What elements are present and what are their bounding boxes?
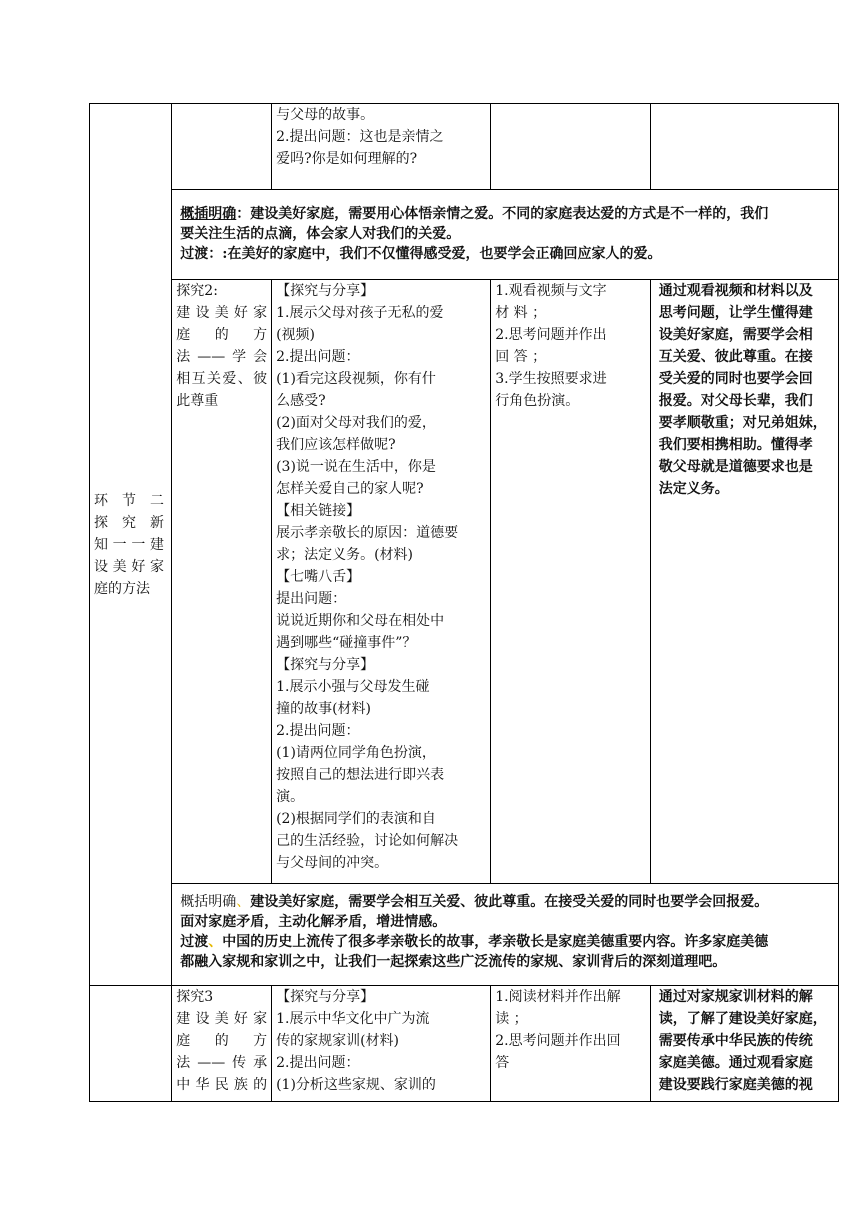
summary-text: ：建设美好家庭，需要用心体悟亲情之爱。不同的家庭表达爱的方式是不一样的，我们 [236, 206, 769, 222]
activity-line: 爱吗?你是如何理解的? [276, 151, 418, 167]
goal-line: 我们要相携相助。懂得孝 [658, 437, 813, 453]
goal-line: 要孝顺敬重；对兄弟姐妹， [658, 415, 827, 431]
activity-line: (1)看完这段视频，你有什 [276, 371, 436, 387]
topic-line: 庭 的 方 [176, 1033, 268, 1049]
activity-line: 【探究与分享】 [276, 657, 375, 673]
activity-line: 传的家规家训(材料) [276, 1033, 400, 1049]
student-line: 答 [495, 1055, 510, 1071]
summary-text: 要关注生活的点滴，体会家人对我们的关爱。 [180, 226, 461, 242]
student-line: 读 ； [495, 1011, 528, 1027]
goal-line: 通过观看视频和材料以及 [658, 283, 813, 299]
summary-cell [172, 190, 839, 280]
activity-line: 与父母间的冲突。 [276, 855, 389, 871]
activity-line: 2.提出问题： [276, 349, 360, 365]
summary-row [90, 884, 839, 986]
student-line: 1.观看视频与文字 [495, 283, 607, 299]
activity-line: 演。 [276, 789, 305, 805]
activity-line: (3)说一说在生活中，你是 [276, 459, 436, 475]
summary-text: 面对家庭矛盾，主动化解矛盾，增进情感。 [180, 914, 447, 930]
transition-label: 过渡 [180, 246, 209, 262]
summary-label: 概插明确 [180, 206, 237, 222]
lesson-plan-table [89, 103, 839, 1102]
activity-line: 【相关链接】 [276, 503, 361, 519]
activity-line: 【探究与分享】 [276, 989, 375, 1005]
goal-cell-empty [650, 104, 838, 190]
activity-line: 【七嘴八舌】 [276, 569, 361, 585]
activity-line: 提出问题： [276, 591, 347, 607]
goal-cell [650, 986, 838, 1102]
topic-line: 此尊重 [176, 393, 219, 409]
activity-line: 己的生活经验，讨论如何解决 [276, 833, 459, 849]
summary-text: 建设美好家庭，需要学会相互关爱、彼此尊重。在接受关爱的同时也要学会回报爱。 [250, 894, 769, 910]
activity-line: 按照自己的想法进行即兴表 [276, 767, 445, 783]
transition-text: ：:在美好的家庭中，我们不仅懂得感受爱，也要学会正确回应家人的爱。 [208, 246, 662, 262]
goal-line: 读，了解了建设美好家庭， [658, 1011, 827, 1027]
transition-text: 都融入家规和家训之中，让我们一起探索这些广泛流传的家规、家训背后的深刻道理吧。 [180, 954, 727, 970]
goal-line: 建设要践行家庭美德的视 [658, 1077, 813, 1093]
activity-line: 撞的故事(材料) [276, 701, 372, 717]
goal-line: 设美好家庭，需要学会相 [658, 327, 813, 343]
student-line: 2.思考问题并作出回 [495, 1033, 621, 1049]
stage-label-line: 庭的方法 [94, 580, 150, 597]
summary-cell: 概括明确、建设美好家庭，需要学会相互关爱、彼此尊重。在接受关爱的同时也要学会回报爱。 面对家庭矛盾，主动化解矛盾，增进情感。 过渡、中国的历史上流传了很多孝亲敬长的故事，孝亲敬长是家庭美德重要内容。许多家庭美德 都融入家规和家训之中，让我们一起探索这些广泛流传的家规、家训背后的深刻道理吧。 [172, 884, 839, 986]
stage-label-line: 环节二 [94, 492, 164, 509]
goal-line: 报爱。对父母长辈，我们 [658, 393, 813, 409]
goal-line: 需要传承中华民族的传统 [658, 1033, 813, 1049]
stage-label-line: 设美好家 [94, 558, 164, 575]
student-activity-cell-empty [491, 104, 650, 190]
student-line: 行角色扮演。 [495, 393, 580, 409]
activity-line: 【探究与分享】 [276, 283, 375, 299]
topic-line: 法——传承 [176, 1055, 268, 1071]
summary-row [90, 190, 839, 280]
student-line: 1.阅读材料并作出解 [495, 989, 621, 1005]
topic-line: 探究3 [176, 989, 214, 1005]
goal-cell [650, 280, 838, 884]
student-line: 3.学生按照要求进 [495, 371, 607, 387]
goal-line: 敬父母就是道德要求也是 [658, 459, 813, 475]
student-line: 回 答 ； [495, 349, 547, 365]
activity-line: (2)根据同学们的表演和自 [276, 811, 436, 827]
topic-line: 探究2: [176, 283, 218, 299]
activity-line: (1)请两位同学角色扮演， [276, 745, 436, 761]
topic-cell-empty [172, 104, 272, 190]
topic-cell [172, 280, 272, 884]
topic-line: 相互关爱、彼 [176, 371, 268, 387]
topic-line: 中华民族的 [176, 1077, 268, 1093]
goal-line: 通过对家规家训材料的解 [658, 989, 813, 1005]
teacher-activity-cell [272, 104, 491, 190]
activity-line: (2)面对父母对我们的爱， [276, 415, 436, 431]
activity-line: 2.提出问题： [276, 723, 360, 739]
activity-line: 1.展示中华文化中广为流 [276, 1011, 430, 1027]
topic-line: 建设美好家 [176, 305, 268, 321]
activity-line: 与父母的故事。 [276, 107, 375, 123]
teacher-activity-cell [272, 280, 491, 884]
topic-line: 建设美好家 [176, 1011, 268, 1027]
goal-line: 家庭美德。通过观看家庭 [658, 1055, 813, 1071]
activity-line: 展示孝亲敬长的原因：道德要 [276, 525, 459, 541]
activity-line: 1.展示父母对孩子无私的爱 [276, 305, 444, 321]
activity-line: 2.提出问题： [276, 1055, 360, 1071]
activity-line: (视频) [276, 327, 316, 343]
goal-line: 思考问题，让学生懂得建 [658, 305, 813, 321]
activity-line: 1.展示小强与父母发生碰 [276, 679, 430, 695]
transition-text: 中国的历史上流传了很多孝亲敬长的故事，孝亲敬长是家庭美德重要内容。许多家庭美德 [222, 934, 769, 950]
student-line: 2.思考问题并作出 [495, 327, 607, 343]
activity-line: 怎样关爱自己的家人呢? [276, 481, 424, 497]
activity-line: 求；法定义务。(材料) [276, 547, 414, 563]
teacher-activity-cell [272, 986, 491, 1102]
student-line: 材 料 ； [495, 305, 547, 321]
activity-line: 么感受? [276, 393, 326, 409]
activity-line: 我们应该怎样做呢? [276, 437, 396, 453]
topic-cell [172, 986, 272, 1102]
stage-cell [90, 104, 172, 986]
table-row [90, 986, 839, 1102]
transition-label: 过渡 [180, 934, 209, 950]
table-row [90, 104, 839, 190]
activity-line: (1)分析这些家规、家训的 [276, 1077, 436, 1093]
goal-line: 法定义务。 [658, 481, 729, 497]
activity-line: 遇到哪些“碰撞事件”？ [276, 635, 417, 651]
topic-line: 庭 的 方 [176, 327, 268, 343]
goal-line: 受关爱的同时也要学会回 [658, 371, 813, 387]
goal-line: 互关爱、彼此尊重。在接 [658, 349, 813, 365]
summary-label: 概括明确 [180, 894, 237, 910]
stage-cell-empty [90, 986, 172, 1102]
activity-line: 说说近期你和父母在相处中 [276, 613, 445, 629]
topic-line: 法——学会 [176, 349, 268, 365]
student-activity-cell [491, 986, 650, 1102]
stage-label-line: 知一一建 [94, 536, 164, 553]
table-row [90, 280, 839, 884]
activity-line: 2.提出问题：这也是亲情之 [276, 129, 444, 145]
student-activity-cell [491, 280, 650, 884]
stage-label-line: 探究新 [94, 514, 164, 531]
